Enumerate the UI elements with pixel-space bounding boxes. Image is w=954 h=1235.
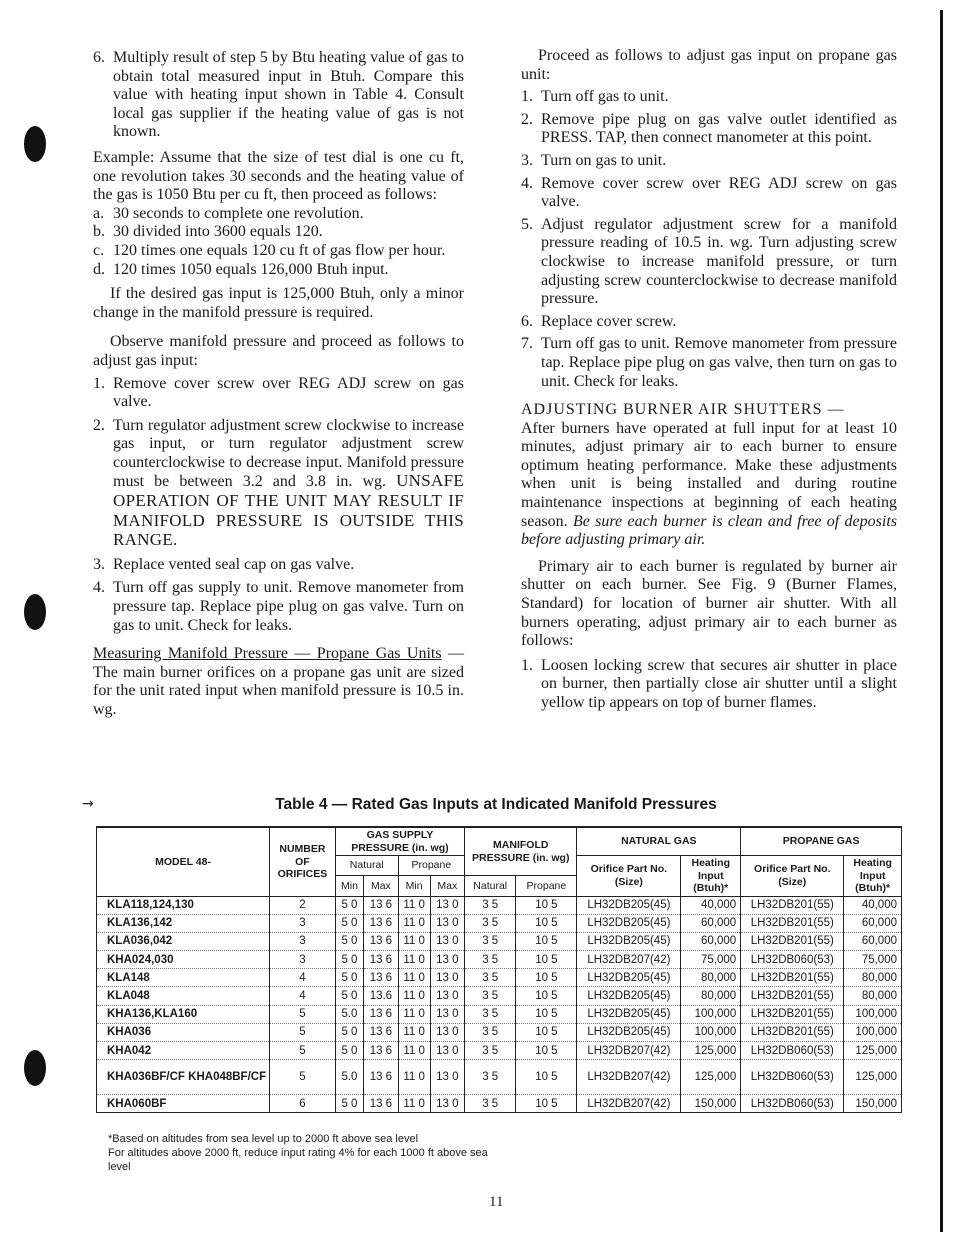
header-pro-min: Min <box>398 876 430 896</box>
left-column <box>93 49 464 720</box>
binder-hole-top <box>24 126 46 162</box>
desired-input-paragraph: If the desired gas input is 125,000 Btuh, only a minor change in the manifold pressure is required. <box>93 285 464 321</box>
cell-pg-input: 100,000 <box>844 1023 902 1041</box>
table-row <box>97 969 902 987</box>
measuring-paragraph: Measuring Manifold Pressure — Propane Gas Units — The main burner orifices on a propane gas unit are sized for the unit rated input when manifold pressure is 10.5 in. wg. <box>93 645 465 718</box>
header-ng-orifice: Orifice Part No. (Size) <box>577 856 681 897</box>
cell-man-pro: 10 5 <box>516 1095 577 1113</box>
cell-ng-input: 150,000 <box>681 1095 741 1113</box>
header-man-propane: Propane <box>516 876 577 896</box>
propane-step-1: 1. Turn off gas to unit. <box>521 88 669 106</box>
cell-pro-max: 13 0 <box>430 932 464 950</box>
example-item-2: b. 30 divided into 3600 equals 120. <box>93 223 323 241</box>
cell-model: KHA136,KLA160 <box>97 1005 270 1023</box>
cell-nat-min: 5.0 <box>335 1060 363 1095</box>
cell-ng-part: LH32DB207(42) <box>577 1095 681 1113</box>
cell-nat-min: 5 0 <box>335 896 363 914</box>
cell-man-nat: 3 5 <box>465 969 516 987</box>
cell-pg-input: 75,000 <box>844 951 902 969</box>
cell-nat-max: 13 6 <box>364 1005 398 1023</box>
cell-orifices: 3 <box>270 951 336 969</box>
cell-man-nat: 3 5 <box>465 1042 516 1060</box>
cell-pg-input: 60,000 <box>844 914 902 932</box>
cell-man-pro: 10 5 <box>516 987 577 1005</box>
header-gas-supply: GAS SUPPLY PRESSURE (in. wg) <box>335 827 464 856</box>
cell-man-pro: 10 5 <box>516 932 577 950</box>
cell-pg-part: LH32DB060(53) <box>741 951 844 969</box>
cell-pg-input: 100,000 <box>844 1005 902 1023</box>
cell-nat-min: 5 0 <box>335 1042 363 1060</box>
table-row <box>97 1005 902 1023</box>
table-row <box>97 951 902 969</box>
cell-ng-part: LH32DB207(42) <box>577 951 681 969</box>
cell-man-pro: 10 5 <box>516 1042 577 1060</box>
cell-pro-min: 11 0 <box>398 1023 430 1041</box>
cell-pro-min: 11 0 <box>398 896 430 914</box>
page-number: 11 <box>489 1194 504 1210</box>
table-row <box>97 1023 902 1041</box>
cell-nat-min: 5 0 <box>335 932 363 950</box>
cell-pro-max: 13 0 <box>430 914 464 932</box>
cell-ng-part: LH32DB205(45) <box>577 932 681 950</box>
observe-paragraph: Observe manifold pressure and proceed as follows to adjust gas input: <box>93 333 464 369</box>
cell-ng-input: 125,000 <box>681 1042 741 1060</box>
table-row <box>97 932 902 950</box>
header-nat-max: Max <box>364 876 398 896</box>
primary-air-paragraph: Primary air to each burner is regulated by burner air shutter on each burner. See Fig. 9 (Burner Flames, Standard) for location of burner air shutter. With all burners operating, adjust primary air to each burner as follows: <box>521 557 897 650</box>
cell-ng-part: LH32DB207(42) <box>577 1060 681 1095</box>
shutters-italic-note: Be sure each burner is clean and free of deposits before adjusting primary air. <box>521 512 897 549</box>
example-item-1: a. 30 seconds to complete one revolution. <box>93 204 364 222</box>
cell-nat-min: 5 0 <box>335 951 363 969</box>
table-row <box>97 1042 902 1060</box>
warning-text: UNSAFE OPERATION OF THE UNIT MAY RESULT IF MANIFOLD PRESSURE IS OUTSIDE THIS RANGE. <box>113 471 465 550</box>
cell-orifices: 5 <box>270 1060 336 1095</box>
cell-pro-max: 13 0 <box>430 987 464 1005</box>
cell-pg-input: 125,000 <box>844 1060 902 1095</box>
cell-orifices: 5 <box>270 1042 336 1060</box>
cell-pro-max: 13 0 <box>430 951 464 969</box>
cell-pro-min: 11 0 <box>398 914 430 932</box>
cell-man-nat: 3 5 <box>465 1095 516 1113</box>
cell-pro-max: 13 0 <box>430 969 464 987</box>
example-item-3: c. 120 times one equals 120 cu ft of gas flow per hour. <box>93 241 446 259</box>
header-orifices: NUMBER OF ORIFICES <box>270 827 336 896</box>
adjust-step-4: 4. Turn off gas supply to unit. Remove manometer from pressure tap. Replace pipe plug on gas valve. Turn on gas to unit. Check for leaks. <box>93 579 464 634</box>
propane-step-5: 5. Adjust regulator adjustment screw for a manifold pressure reading of 10.5 in. wg. Turn adjusting screw clockwise to increase manifold pressure, or turn adjusting screw counterclockwise to decrease manifold pressure. <box>521 215 897 308</box>
cell-pro-min: 11 0 <box>398 1042 430 1060</box>
measuring-heading: Measuring Manifold Pressure — Propane Gas Units <box>93 645 442 663</box>
cell-man-nat: 3 5 <box>465 1060 516 1095</box>
header-man-natural: Natural <box>465 876 516 896</box>
cell-model: KHA036BF/CF KHA048BF/CF <box>97 1060 270 1095</box>
page-edge-rule <box>940 10 943 1232</box>
adjust-steps-list <box>93 375 464 636</box>
cell-model: KLA048 <box>97 987 270 1005</box>
cell-orifices: 6 <box>270 1095 336 1113</box>
footnote-reduction: For altitudes above 2000 ft, reduce input rating 4% for each 1000 ft above sea level <box>108 1147 488 1173</box>
cell-pg-part: LH32DB060(53) <box>741 1060 844 1095</box>
header-pro-max: Max <box>430 876 464 896</box>
table-row <box>97 896 902 914</box>
cell-ng-input: 60,000 <box>681 914 741 932</box>
cell-pg-input: 40,000 <box>844 896 902 914</box>
propane-step-6: 6. Replace cover screw. <box>521 312 677 330</box>
cell-ng-input: 75,000 <box>681 951 741 969</box>
propane-step-2: 2. Remove pipe plug on gas valve outlet identified as PRESS. TAP, then connect manometer at this point. <box>521 110 897 147</box>
cell-nat-min: 5 0 <box>335 987 363 1005</box>
cell-man-pro: 10 5 <box>516 896 577 914</box>
cell-pro-min: 11 0 <box>398 1060 430 1095</box>
header-nat-min: Min <box>335 876 363 896</box>
cell-nat-max: 13 6 <box>364 914 398 932</box>
cell-pg-input: 125,000 <box>844 1042 902 1060</box>
propane-step-4: 4. Remove cover screw over REG ADJ screw on gas valve. <box>521 174 897 211</box>
cell-pg-part: LH32DB201(55) <box>741 914 844 932</box>
table-footnote <box>108 1132 488 1174</box>
cell-model: KLA036,042 <box>97 932 270 950</box>
cell-man-nat: 3 5 <box>465 951 516 969</box>
footnote-altitude: *Based on altitudes from sea level up to 2000 ft above sea level <box>108 1133 419 1145</box>
header-pg-orifice: Orifice Part No. (Size) <box>741 856 844 897</box>
cell-ng-input: 80,000 <box>681 969 741 987</box>
cell-pro-max: 13 0 <box>430 1023 464 1041</box>
cell-pg-input: 60,000 <box>844 932 902 950</box>
cell-nat-max: 13 6 <box>364 1042 398 1060</box>
cell-pro-max: 13 0 <box>430 1095 464 1113</box>
cell-ng-part: LH32DB207(42) <box>577 1042 681 1060</box>
header-propane-gas: PROPANE GAS <box>741 827 902 856</box>
cell-ng-part: LH32DB205(45) <box>577 987 681 1005</box>
cell-nat-max: 13 6 <box>364 932 398 950</box>
table-title: Table 4 — Rated Gas Inputs at Indicated Manifold Pressures <box>275 796 717 813</box>
cell-ng-input: 80,000 <box>681 987 741 1005</box>
cell-man-pro: 10 5 <box>516 969 577 987</box>
propane-step-7: 7. Turn off gas to unit. Remove manometer from pressure tap. Replace pipe plug on gas valve, then turn on gas to unit. Check for leaks. <box>521 335 897 390</box>
cell-ng-part: LH32DB205(45) <box>577 896 681 914</box>
cell-ng-input: 100,000 <box>681 1005 741 1023</box>
cell-model: KLA118,124,130 <box>97 896 270 914</box>
header-supply-natural: Natural <box>335 856 398 876</box>
cell-pg-part: LH32DB201(55) <box>741 969 844 987</box>
gas-input-table <box>96 826 902 1113</box>
cell-nat-max: 13 6 <box>364 969 398 987</box>
cell-man-pro: 10 5 <box>516 1060 577 1095</box>
header-pg-input: Heating Input (Btuh)* <box>844 856 902 897</box>
adjust-step-2: 2. Turn regulator adjustment screw clockwise to increase gas input, or turn regulator adjustment screw counterclockwise to decrease input. Manifold pressure must be between 3.2 and 3.8 in. wg. UNSAFE OPERATION OF THE UNIT MAY RESULT IF MANIFOLD PRESSURE IS OUTSIDE THIS RANGE. <box>93 416 465 550</box>
binder-hole-middle <box>24 594 46 630</box>
propane-steps-list <box>521 88 897 391</box>
header-natural-gas: NATURAL GAS <box>577 827 741 856</box>
cell-orifices: 4 <box>270 987 336 1005</box>
cell-pro-max: 13 0 <box>430 1042 464 1060</box>
header-ng-input: Heating Input (Btuh)* <box>681 856 741 897</box>
cell-nat-min: 5.0 <box>335 1005 363 1023</box>
cell-pg-input: 80,000 <box>844 987 902 1005</box>
binder-hole-bottom <box>24 1050 46 1086</box>
cell-nat-min: 5 0 <box>335 1095 363 1113</box>
cell-nat-min: 5 0 <box>335 914 363 932</box>
step6-list <box>93 49 464 142</box>
header-supply-propane: Propane <box>398 856 464 876</box>
cell-pro-min: 11 0 <box>398 951 430 969</box>
cell-ng-input: 125,000 <box>681 1060 741 1095</box>
header-manifold: MANIFOLD PRESSURE (in. wg) <box>465 827 577 876</box>
cell-nat-max: 13 6 <box>364 1023 398 1041</box>
table-row <box>97 987 902 1005</box>
cell-man-pro: 10 5 <box>516 1023 577 1041</box>
cell-pro-max: 13 0 <box>430 1060 464 1095</box>
cell-nat-min: 5 0 <box>335 969 363 987</box>
cell-nat-max: 13.6 <box>364 987 398 1005</box>
table-row <box>97 1095 902 1113</box>
shutters-paragraph: ADJUSTING BURNER AIR SHUTTERS — After burners have operated at full input for at least 10 minutes, adjust primary air to each burner to ensure optimum heating performance. Make these adjustments when unit is being installed and during routine maintenance inspections at beginning of each heating season. Be sure each burner is clean and free of deposits before adjusting primary air. <box>521 401 897 549</box>
cell-pg-part: LH32DB201(55) <box>741 932 844 950</box>
propane-intro: Proceed as follows to adjust gas input on propane gas unit: <box>521 47 897 83</box>
cell-orifices: 5 <box>270 1023 336 1041</box>
cell-pg-part: LH32DB201(55) <box>741 1005 844 1023</box>
cell-man-nat: 3 5 <box>465 932 516 950</box>
adjust-step-1: 1. Remove cover screw over REG ADJ screw on gas valve. <box>93 374 464 411</box>
cell-man-nat: 3 5 <box>465 896 516 914</box>
cell-model: KHA036 <box>97 1023 270 1041</box>
cell-man-pro: 10 5 <box>516 951 577 969</box>
cell-pg-input: 150,000 <box>844 1095 902 1113</box>
revision-arrow: → <box>82 796 94 812</box>
cell-ng-part: LH32DB205(45) <box>577 1005 681 1023</box>
table-body <box>97 896 902 1113</box>
cell-pro-min: 11 0 <box>398 1005 430 1023</box>
cell-orifices: 2 <box>270 896 336 914</box>
step-6-text: Multiply result of step 5 by Btu heating value of gas to obtain total measured input in Btuh. Compare this value with heating input shown in Table 4. Consult local gas supplier if the heating value of gas is not known. <box>113 49 464 141</box>
cell-pro-min: 11 0 <box>398 969 430 987</box>
cell-pg-part: LH32DB060(53) <box>741 1095 844 1113</box>
cell-man-pro: 10 5 <box>516 914 577 932</box>
cell-man-nat: 3 5 <box>465 914 516 932</box>
air-step-1: 1. Loosen locking screw that secures air shutter in place on burner, then partially close air shutter until a slight yellow tip appears on top of burner flames. <box>521 656 897 711</box>
shutters-heading: ADJUSTING BURNER AIR SHUTTERS — <box>521 401 845 419</box>
cell-pg-input: 80,000 <box>844 969 902 987</box>
air-steps-list <box>521 657 897 713</box>
example-list <box>93 205 464 279</box>
cell-orifices: 3 <box>270 932 336 950</box>
step-6: 6. Multiply result of step 5 by Btu heating value of gas to obtain total measured input in Btuh. Compare this value with heating input shown in Table 4. Consult local gas supplier if the heating value of gas is not known. <box>93 49 464 141</box>
cell-pg-part: LH32DB060(53) <box>741 1042 844 1060</box>
cell-nat-max: 13 6 <box>364 951 398 969</box>
cell-man-nat: 3 5 <box>465 1005 516 1023</box>
cell-ng-input: 100,000 <box>681 1023 741 1041</box>
cell-pro-min: 11 0 <box>398 1095 430 1113</box>
cell-man-nat: 3 5 <box>465 1023 516 1041</box>
cell-pro-min: 11 0 <box>398 932 430 950</box>
cell-nat-max: 13 6 <box>364 1095 398 1113</box>
cell-model: KLA136,142 <box>97 914 270 932</box>
example-item-4: d. 120 times 1050 equals 126,000 Btuh input. <box>93 260 389 278</box>
cell-pg-part: LH32DB201(55) <box>741 987 844 1005</box>
cell-orifices: 5 <box>270 1005 336 1023</box>
example-paragraph: Example: Assume that the size of test dial is one cu ft, one revolution takes 30 seconds and the heating value of the gas is 1050 Btu per cu ft, then proceed as follows: <box>93 148 464 204</box>
cell-nat-min: 5 0 <box>335 1023 363 1041</box>
cell-pro-max: 13 0 <box>430 896 464 914</box>
cell-ng-part: LH32DB205(45) <box>577 1023 681 1041</box>
cell-man-pro: 10 5 <box>516 1005 577 1023</box>
table-row <box>97 1060 902 1095</box>
table-row <box>97 914 902 932</box>
cell-model: KHA042 <box>97 1042 270 1060</box>
cell-orifices: 3 <box>270 914 336 932</box>
cell-pg-part: LH32DB201(55) <box>741 896 844 914</box>
cell-model: KHA060BF <box>97 1095 270 1113</box>
propane-step-3: 3. Turn on gas to unit. <box>521 151 667 169</box>
cell-ng-input: 60,000 <box>681 932 741 950</box>
cell-ng-part: LH32DB205(45) <box>577 969 681 987</box>
cell-nat-max: 13 6 <box>364 896 398 914</box>
cell-pro-max: 13 0 <box>430 1005 464 1023</box>
cell-pg-part: LH32DB201(55) <box>741 1023 844 1041</box>
cell-man-nat: 3 5 <box>465 987 516 1005</box>
adjust-step-3: 3. Replace vented seal cap on gas valve. <box>93 555 355 573</box>
cell-orifices: 4 <box>270 969 336 987</box>
header-model: MODEL 48- <box>97 827 270 896</box>
cell-ng-part: LH32DB205(45) <box>577 914 681 932</box>
cell-ng-input: 40,000 <box>681 896 741 914</box>
cell-model: KHA024,030 <box>97 951 270 969</box>
cell-pro-min: 11 0 <box>398 987 430 1005</box>
cell-model: KLA148 <box>97 969 270 987</box>
right-column <box>521 47 897 713</box>
cell-nat-max: 13 6 <box>364 1060 398 1095</box>
